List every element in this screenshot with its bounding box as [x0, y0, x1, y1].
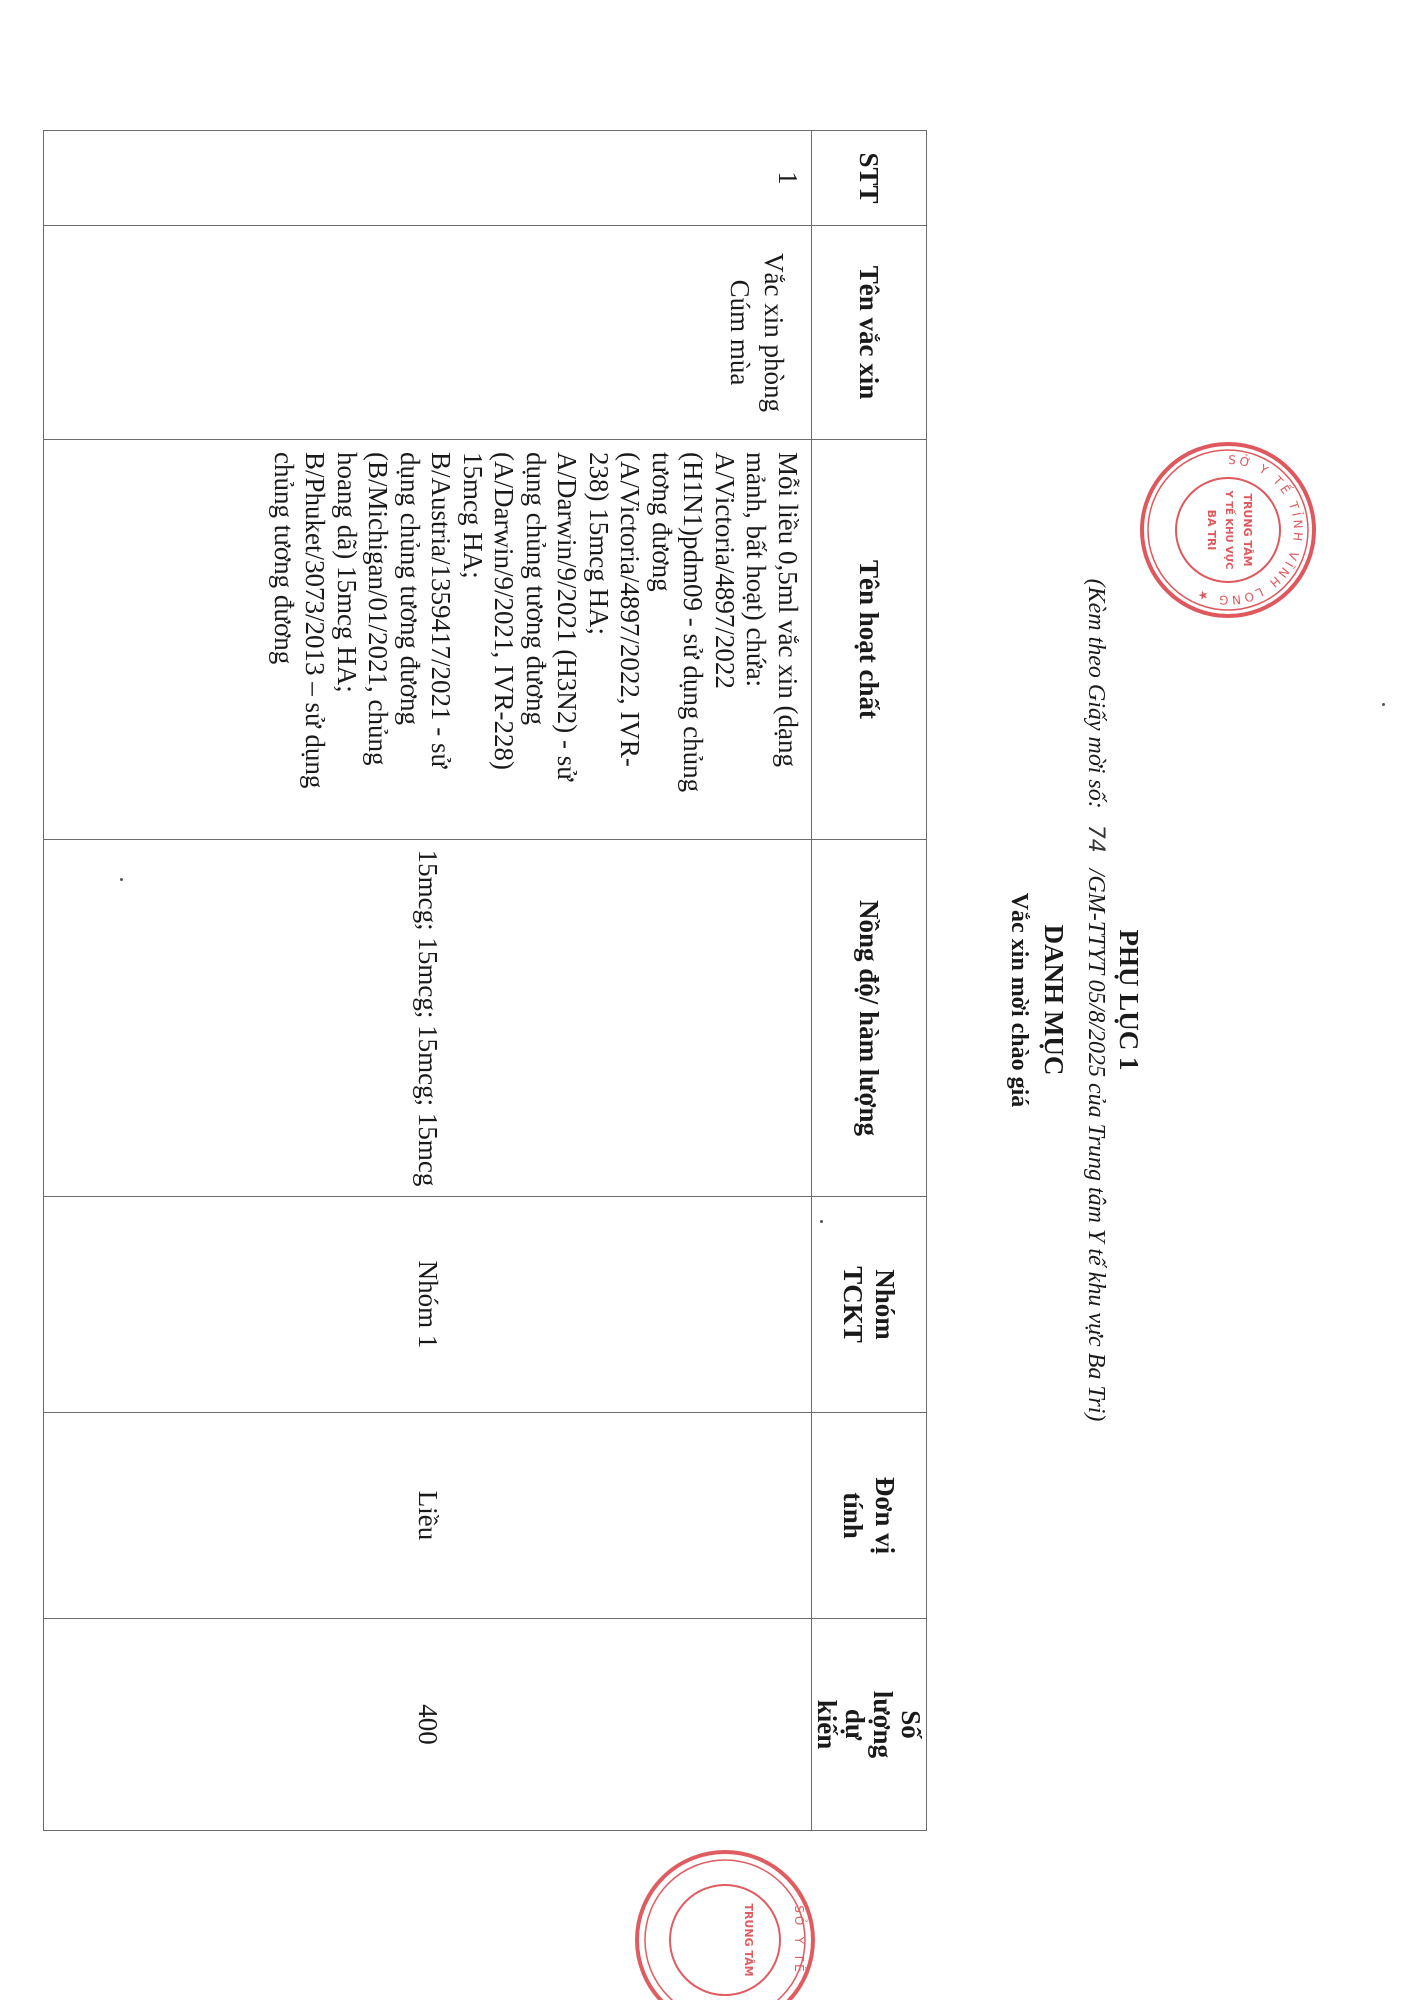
svg-text:BA TRI: BA TRI [1205, 509, 1218, 551]
header-vaccine-name: Tên vắc xin [812, 226, 927, 440]
scan-speck [820, 1220, 823, 1223]
vaccine-name-line: Vắc xin phòng [759, 253, 789, 412]
header-unit-line: tính [838, 1492, 868, 1539]
list-title: DANH MỤC [1039, 924, 1069, 1076]
header-quantity-line: dự [840, 1708, 870, 1741]
cell-stt: 1 [44, 131, 812, 226]
cell-active-ingredient [44, 440, 812, 840]
header-quantity-line: lượng [868, 1690, 898, 1759]
cell-quantity: 400 [44, 1619, 812, 1831]
ingredient-line: A/Victoria/4897/2022 [710, 452, 740, 689]
ingredient-line: hoang dã) 15mcg HA; [332, 452, 362, 693]
ingredient-line: tương đương [647, 452, 677, 592]
ingredient-line: B/Phuket/3073/2013 – sử dụng [300, 452, 331, 789]
ingredient-line: (A/Victoria/4897/2022, IVR- [615, 452, 646, 767]
svg-text:SỞ Y TẾ: SỞ Y TẾ [792, 1905, 806, 1975]
header-quantity-line: kiến [812, 1699, 842, 1750]
header-tckt-line: TCKT [838, 1266, 868, 1343]
list-subtitle: Vắc xin mời chào giá [1006, 892, 1032, 1108]
partial-seal-stamp [630, 1830, 820, 2000]
appendix-subtitle [1082, 0, 1109, 2000]
cell-tckt-group: Nhóm 1 [44, 1197, 812, 1413]
ingredient-line: 15mcg HA; [458, 452, 488, 579]
subtitle-suffix: /GM-TTYT 05/8/2025 của Trung tâm Y tế khu vực Ba Tri) [1083, 868, 1109, 1422]
ingredient-line: (H1N1)pdm09 - sử dụng chủng [678, 452, 709, 793]
subtitle-prefix: (Kèm theo Giấy mời số: [1083, 578, 1109, 809]
ingredient-line: B/Austria/1359417/2021 - sử [426, 452, 457, 769]
svg-text:SỞ Y TẾ TỈNH VĨNH LONG ★: SỞ Y TẾ TỈNH VĨNH LONG ★ [1192, 452, 1306, 608]
vaccine-name-line: Cúm mùa [725, 279, 755, 386]
cell-concentration: 15mcg; 15mcg; 15mcg; 15mcg [44, 840, 812, 1197]
svg-text:TRUNG TÂM: TRUNG TÂM [742, 1903, 755, 1977]
ingredient-line: dụng chủng tương đương [521, 452, 551, 726]
table-header-row [812, 131, 927, 1831]
ingredient-line: dụng chủng tương đương [395, 452, 425, 726]
header-concentration: Nồng độ/ hàm lượng [812, 840, 927, 1197]
ingredient-line: 238) 15mcg HA; [584, 452, 614, 635]
handwritten-number: 74 [1083, 824, 1108, 853]
svg-text:Y TẾ KHU VỰC: Y TẾ KHU VỰC [1223, 490, 1234, 570]
cell-unit: Liều [44, 1413, 812, 1619]
header-unit-line: Đơn vị [870, 1476, 900, 1555]
header-active-ingredient: Tên hoạt chất [812, 440, 927, 840]
header-stt: STT [812, 131, 927, 226]
ingredient-line: (B/Michigan/01/2021, chủng [363, 452, 394, 766]
red-seal-stamp [1138, 440, 1318, 620]
cell-vaccine-name [44, 226, 812, 440]
ingredient-line: (A/Darwin/9/2021, IVR-228) [489, 452, 520, 770]
appendix-title: PHỤ LỤC 1 [1114, 929, 1144, 1071]
ingredient-line: A/Darwin/9/2021 (H3N2) - sử [552, 452, 583, 781]
header-unit [812, 1413, 927, 1619]
header-tckt-line: Nhóm [870, 1269, 900, 1340]
ingredient-line: mảnh, bất hoạt) chứa: [741, 452, 772, 688]
header-quantity-line: Số [896, 1710, 926, 1739]
ingredient-line: Mỗi liều 0,5ml vắc xin (dạng [773, 452, 803, 767]
svg-text:TRUNG TÂM: TRUNG TÂM [1241, 493, 1254, 567]
header-tckt-group [812, 1197, 927, 1413]
scan-speck [1382, 703, 1385, 706]
header-quantity [812, 1619, 927, 1831]
table-row [44, 131, 812, 1831]
ingredient-line: chủng tương đương [269, 452, 299, 665]
scan-speck [120, 878, 123, 881]
vaccine-table [43, 130, 927, 1831]
